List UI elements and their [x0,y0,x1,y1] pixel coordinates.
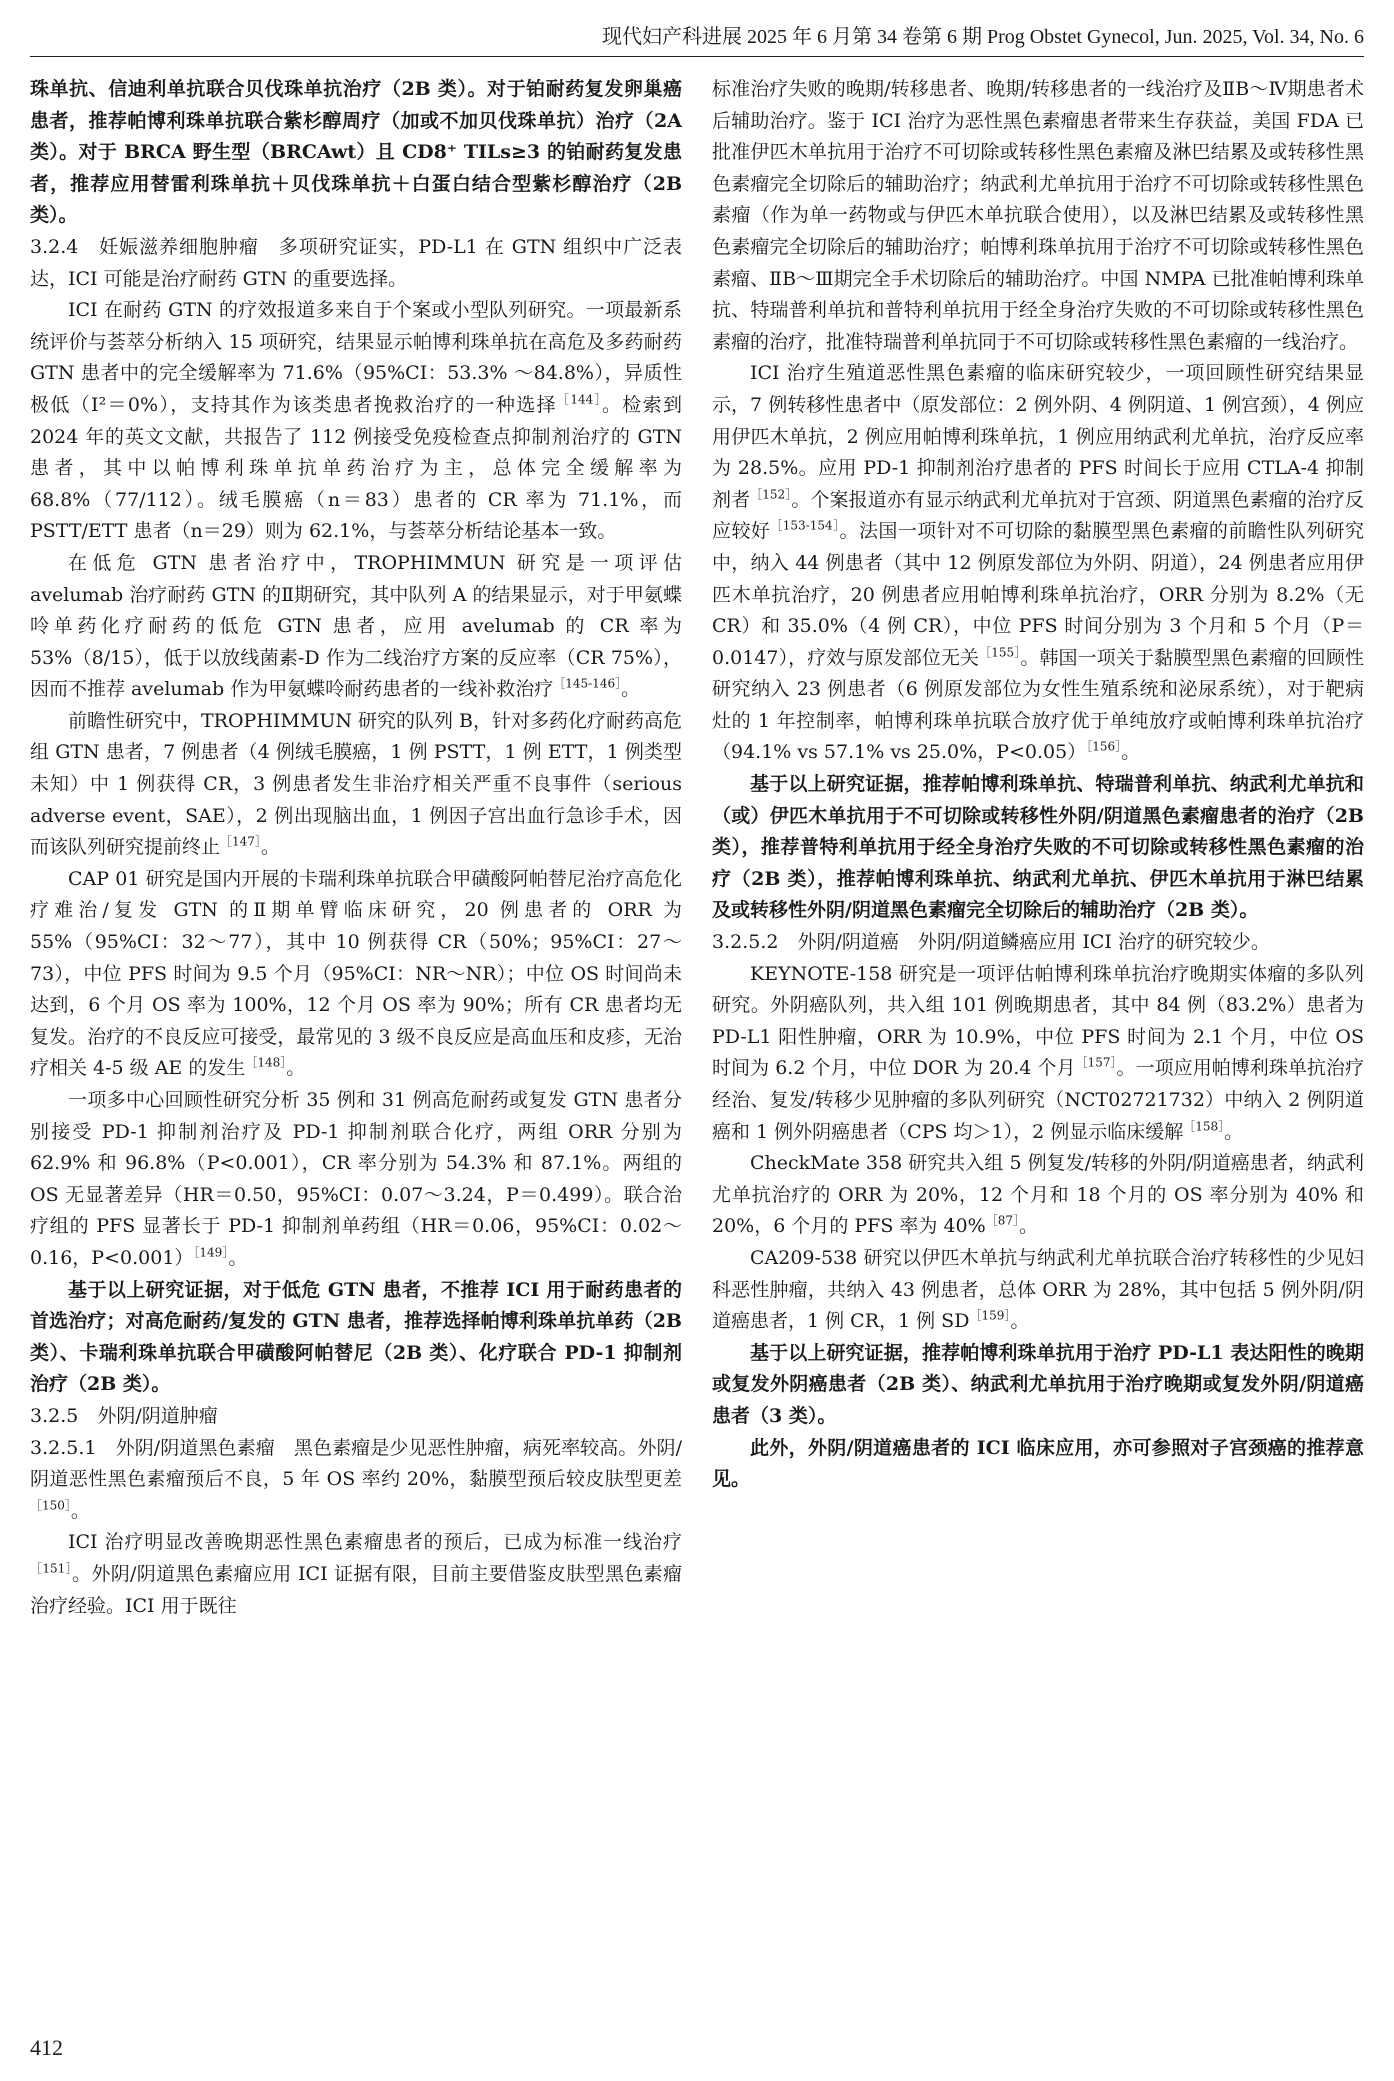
paragraph-text: 此外，外阴/阴道癌患者的 ICI 临床应用，亦可参照对子宫颈癌的推荐意见。 [712,1436,1364,1491]
paragraph-text: 标准治疗失败的晚期/转移患者、晚期/转移患者的一线治疗及ⅡB～Ⅳ期患者术后辅助治疗。鉴于 ICI 治疗为恶性黑色素瘤患者带来生存获益，美国 FDA 已批准伊匹木单抗用于治疗不可切除或转移性黑色素瘤及淋巴结累及或转移性黑色素瘤完全切除后的辅助治疗；纳武利尤单抗用于治疗不可切除或转移性黑色素瘤（作为单一药物或与伊匹木单抗联合使用），以及淋巴结累及或转移性黑色素瘤完全切除后的辅助治疗；帕博利珠单抗用于治疗不可切除或转移性黑色素瘤、ⅡB～Ⅲ期完全手术切除后的辅助治疗。中国 NMPA 已批准帕博利珠单抗、特瑞普利单抗和普特利单抗用于经全身治疗失败的不可切除或转移性黑色素瘤的治疗，批准特瑞普利单抗同于不可切除或转移性黑色素瘤的一线治疗。 [712,78,1364,353]
citation-ref: ［148］ [245,1056,287,1071]
paragraph-text: ICI 在耐药 GTN 的疗效报道多来自于个案或小型队列研究。一项最新系统评价与荟萃分析纳入 15 项研究，结果显示帕博利珠单抗在高危及多药耐药 GTN 患者中的完全缓解率为 71.6%（95%CI：53.3% ～84.8%），异质性极低（I²＝0%），支持其作为该类患者挽救治疗的一种选择 [30,299,682,416]
paragraph-text: 3.2.5.1 外阴/阴道黑色素瘤 黑色素瘤是少见恶性肿瘤，病死率较高。外阴/阴道恶性黑色素瘤预后不良，5 年 OS 率约 20%，黏膜型预后较皮肤型更差 [30,1436,682,1491]
body-paragraph [712,959,1364,1149]
body-paragraph [30,295,682,548]
body-paragraph [30,1085,682,1275]
paragraph-text: 。 [621,678,641,701]
section-heading-paragraph [30,232,682,295]
body-paragraph [30,864,682,1085]
body-paragraph [712,769,1364,927]
page-number: 412 [30,2035,63,2060]
citation-ref: ［152］ [750,487,792,502]
running-header: 现代妇产科进展 2025 年 6 月第 34 卷第 6 期 Prog Obstet Gynecol, Jun. 2025, Vol. 34, No. 6 [30,22,1364,57]
paragraph-text: 基于以上研究证据，对于低危 GTN 患者，不推荐 ICI 用于耐药患者的首选治疗；对高危耐药/复发的 GTN 患者，推荐选择帕博利珠单抗单药（2B 类）、卡瑞利珠单抗联合甲磺酸阿帕替尼（2B 类）、化疗联合 PD-1 抑制剂治疗（2B 类）。 [30,1278,682,1396]
body-paragraph [30,1527,682,1622]
citation-ref: ［158］ [1183,1119,1225,1134]
paragraph-text: 一项多中心回顾性研究分析 35 例和 31 例高危耐药或复发 GTN 患者分别接受 PD-1 抑制剂治疗及 PD-1 抑制剂联合化疗，两组 ORR 分别为 62.9% 和 96.8%（P<0.001），CR 率分别为 54.3% 和 87.1%。两组的 OS 无显著差异（HR＝0.50，95%CI：0.07～3.24，P＝0.499）。联合治疗组的 PFS 显著长于 PD-1 抑制剂单药组（HR＝0.06，95%CI：0.02～0.16，P<0.001） [30,1089,682,1269]
section-heading-paragraph [712,927,1364,959]
citation-ref: ［155］ [979,645,1021,660]
citation-ref: ［149］ [193,1245,229,1260]
paragraph-text: 在低危 GTN 患者治疗中，TROPHIMMUN 研究是一项评估 avelumab 治疗耐药 GTN 的Ⅱ期研究，其中队列 A 的结果显示，对于甲氨蝶呤单药化疗耐药的低危 GTN 患者，应用 avelumab 的 CR 率为 53%（8/15），低于以放线菌素-D 作为二线治疗方案的反应率（CR 75%），因而不推荐 avelumab 作为甲氨蝶呤耐药患者的一线补救治疗 [30,551,682,701]
body-paragraph [712,1243,1364,1338]
body-paragraph [712,1338,1364,1433]
paragraph-text: ICI 治疗明显改善晚期恶性黑色素瘤患者的预后，已成为标准一线治疗 [68,1531,682,1554]
paragraph-text: 。 [1224,1120,1244,1143]
citation-ref: ［145-146］ [553,676,622,691]
paragraph-text: 。法国一项针对不可切除的黏膜型黑色素瘤的前瞻性队列研究中，纳入 44 例患者（其中 12 例原发部位为外阴、阴道），24 例患者应用伊匹木单抗治疗，20 例患者应用帕博利珠单抗治疗，ORR 分别为 8.2%（无 CR）和 35.0%（4 例 CR），中位 PFS 时间分别为 3 个月和 5 个月（P＝0.0147），疗效与原发部位无关 [712,520,1364,669]
paragraph-text: 。 [286,1057,306,1080]
citation-ref: ［156］ [1086,740,1122,755]
paragraph-text: 。 [1121,741,1141,764]
body-paragraph [712,74,1364,358]
paragraph-text: 基于以上研究证据，推荐帕博利珠单抗、特瑞普利单抗、纳武利尤单抗和（或）伊匹木单抗用于不可切除或转移性外阴/阴道黑色素瘤患者的治疗（2B 类），推荐普特利单抗用于经全身治疗失败的不可切除或转移性黑色素瘤的治疗（2B 类），推荐帕博利珠单抗、纳武利尤单抗、伊匹木单抗用于淋巴结累及或转移性外阴/阴道黑色素瘤完全切除后的辅助治疗（2B 类）。 [712,773,1364,922]
right-column [712,74,1364,1496]
body-paragraph [30,1275,682,1401]
paragraph-text: 。 [1010,1310,1030,1333]
body-paragraph [30,548,682,706]
citation-ref: ［144］ [556,392,602,407]
paragraph-text: 。 [70,1499,90,1522]
paragraph-text: 。 [260,836,280,859]
paragraph-text: 。一项应用帕博利珠单抗治疗经治、复发/转移少见肿瘤的多队列研究（NCT02721732）中纳入 2 例阴道癌和 1 例外阴癌患者（CPS 均＞1），2 例显示临床缓解 [712,1057,1364,1143]
paragraph-text: 。外阴/阴道黑色素瘤应用 ICI 证据有限，目前主要借鉴皮肤型黑色素瘤治疗经验。ICI 用于既往 [30,1562,683,1617]
section-heading-paragraph [30,1433,682,1528]
paragraph-text: ICI 治疗生殖道恶性黑色素瘤的临床研究较少，一项回顾性研究结果显示，7 例转移性患者中（原发部位：2 例外阴、4 例阴道、1 例宫颈），4 例应用伊匹木单抗，2 例应用帕博利珠单抗，1 例应用纳武利尤单抗，治疗反应率为 28.5%。应用 PD-1 抑制剂治疗患者的 PFS 时间长于应用 CTLA-4 抑制剂者 [712,362,1364,511]
paragraph-text: 。 [1018,1215,1038,1238]
body-paragraph [712,1433,1364,1496]
paragraph-text: 3.2.5 外阴/阴道肿瘤 [30,1404,218,1427]
citation-ref: ［151］ [30,1561,72,1576]
paragraph-text: CAP 01 研究是国内开展的卡瑞利珠单抗联合甲磺酸阿帕替尼治疗高危化疗难治/复发 GTN 的Ⅱ期单臂临床研究，20 例患者的 ORR 为 55%（95%CI：32～77），其中 10 例获得 CR（50%；95%CI：27～73），中位 PFS 时间为 9.5 个月（95%CI：NR～NR）；中位 OS 时间尚未达到，6 个月 OS 率为 100%，12 个月 OS 率为 90%；所有 CR 患者均无复发。治疗的不良反应可接受，最常见的 3 级不良反应是高血压和皮疹，无治疗相关 4-5 级 AE 的发生 [30,867,682,1080]
paragraph-text: 珠单抗、信迪利单抗联合贝伐珠单抗治疗（2B 类）。对于铂耐药复发卵巢癌患者，推荐帕博利珠单抗联合紫杉醇周疗（加或不加贝伐珠单抗）治疗（2A 类）。对于 BRCA 野生型（BRCAwt）且 CD8⁺ TILs≥3 的铂耐药复发患者，推荐应用替雷利珠单抗＋贝伐珠单抗＋白蛋白结合型紫杉醇治疗（2B 类）。 [30,78,682,227]
body-paragraph [30,74,682,232]
citation-ref: ［150］ [30,1498,71,1513]
section-heading-paragraph [30,1401,682,1433]
paragraph-text: 。检索到 2024 年的英文文献，共报告了 112 例接受免疫检查点抑制剂治疗的 GTN 患者，其中以帕博利珠单抗单药治疗为主，总体完全缓解率为 68.8%（77/112）。绒毛膜癌（n＝83）患者的 CR 率为 71.1%，而 PSTT/ETT 患者（n＝29）则为 62.1%，与荟萃分析结论基本一致。 [30,393,682,543]
citation-ref: ［147］ [220,834,261,849]
body-paragraph [30,706,682,864]
paragraph-text: CA209-538 研究以伊匹木单抗与纳武利尤单抗联合治疗转移性的少见妇科恶性肿瘤，共纳入 43 例患者，总体 ORR 为 28%，其中包括 5 例外阴/阴道癌患者，1 例 CR，1 例 SD [712,1246,1364,1333]
citation-ref: ［153-154］ [770,518,840,533]
paragraph-text: 前瞻性研究中，TROPHIMMUN 研究的队列 B，针对多药化疗耐药高危组 GTN 患者，7 例患者（4 例绒毛膜癌，1 例 PSTT，1 例 ETT，1 例类型未知）中 1 例获得 CR，3 例患者发生非治疗相关严重不良事件（serious adverse event，SAE），2 例出现脑出血，1 例因子宫出血行急诊手术，因而该队列研究提前终止 [30,709,683,859]
paragraph-text: 。 [228,1246,248,1269]
paragraph-text: 3.2.4 妊娠滋养细胞肿瘤 多项研究证实，PD-L1 在 GTN 组织中广泛表达，ICI 可能是治疗耐药 GTN 的重要选择。 [30,235,682,290]
paragraph-text: 基于以上研究证据，推荐帕博利珠单抗用于治疗 PD-L1 表达阳性的晚期或复发外阴癌患者（2B 类）、纳武利尤单抗用于治疗晚期或复发外阴/阴道癌患者（3 类）。 [712,1341,1364,1427]
paragraph-text: KEYNOTE-158 研究是一项评估帕博利珠单抗治疗晚期实体瘤的多队列研究。外阴癌队列，共入组 101 例晚期患者，其中 84 例（83.2%）患者为 PD-L1 阳性肿瘤，ORR 为 10.9%，中位 PFS 时间为 2.1 个月，中位 OS 时间为 6.2 个月，中位 DOR 为 20.4 个月 [712,962,1364,1080]
paragraph-text: 。韩国一项关于黏膜型黑色素瘤的回顾性研究纳入 23 例患者（6 例原发部位为女性生殖系统和泌尿系统），对于靶病灶的 1 年控制率，帕博利珠单抗联合放疗优于单纯放疗或帕博利珠单抗治疗（94.1% vs 57.1% vs 25.0%，P<0.05） [712,646,1365,764]
body-paragraph [712,1148,1364,1243]
citation-ref: ［87］ [985,1214,1019,1229]
citation-ref: ［157］ [1075,1056,1117,1071]
paragraph-text: CheckMate 358 研究共入组 5 例复发/转移的外阴/阴道癌患者，纳武利尤单抗治疗的 ORR 为 20%，12 个月和 18 个月的 OS 率分别为 40% 和 20%，6 个月的 PFS 率为 40% [712,1152,1364,1238]
paragraph-text: 3.2.5.2 外阴/阴道癌 外阴/阴道鳞癌应用 ICI 治疗的研究较少。 [712,931,1270,954]
citation-ref: ［159］ [969,1308,1011,1323]
left-column [30,74,682,1622]
paragraph-text: 。个案报道亦有显示纳武利尤单抗对于宫颈、阴道黑色素瘤的治疗反应较好 [712,488,1364,543]
body-paragraph [712,358,1364,769]
